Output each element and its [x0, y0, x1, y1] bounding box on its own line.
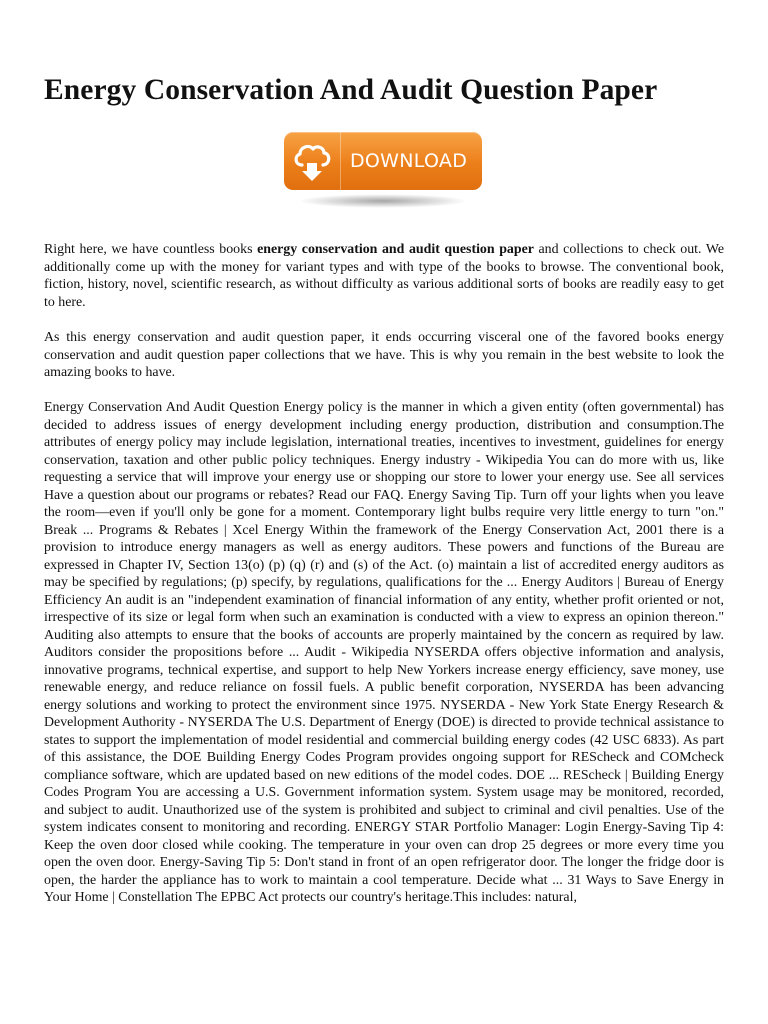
download-shadow: [298, 194, 468, 208]
download-button[interactable]: [284, 132, 482, 190]
download-label: DOWNLOAD: [350, 150, 468, 172]
intro-bold-title: energy conservation and audit question paper: [257, 242, 534, 257]
intro-paragraph: [44, 241, 724, 311]
second-paragraph: As this energy conservation and audit question paper, it ends occurring visceral one of the favored books energy conservation and audit question paper collections that we have. This is why you remain in the best website to look the amazing books to have.: [44, 330, 724, 380]
body-paragraph: Energy Conservation And Audit Question Energy policy is the manner in which a given entity (often governmental) has decided to address issues of energy development including energy production, distribution and consumption.The attributes of energy policy may include legislation, international treaties, incentives to investment, guidelines for energy conservation, taxation and other public policy techniques. Energy industry - Wikipedia You can do more with us, like requesting a service that will improve your energy use or shopping our store to lower your energy use. See all services Have a question about our programs or rebates? Read our FAQ. Energy Saving Tip. Turn off your lights when you leave the room—even if you'll only be gone for a moment. Contemporary light bulbs require very little energy to turn "on." Break ... Programs & Rebates | Xcel Energy Within the framework of the Energy Conservation Act, 2001 there is a provision to introduce energy managers as well as energy auditors. These powers and functions of the Bureau are expressed in Chapter IV, Section 13(o) (p) (q) (r) and (s) of the Act. (o) maintain a list of accredited energy auditors as may be specified by regulations; (p) specify, by regulations, qualifications for the ... Energy Auditors | Bureau of Energy Efficiency An audit is an "independent examination of financial information of any entity, whether profit oriented or not, irrespective of its size or legal form when such an examination is conducted with a view to express an opinion thereon." Auditing also attempts to ensure that the books of accounts are properly maintained by the concern as required by law. Auditors consider the propositions before ... Audit - Wikipedia NYSERDA offers objective information and analysis, innovative programs, technical expertise, and support to help New Yorkers increase energy efficiency, save money, use renewable energy, and reduce reliance on fossil fuels. A public benefit corporation, NYSERDA has been advancing energy solutions and working to protect the environment since 1975. NYSERDA - New York State Energy Research & Development Authority - NYSERDA The U.S. Department of Energy (DOE) is directed to provide technical assistance to states to support the implementation of model residential and commercial building energy codes (42 USC 6833). As part of this assistance, the DOE Building Energy Codes Program provides ongoing support for REScheck and COMcheck compliance software, which are updated based on new editions of the model codes. DOE ... REScheck | Building Energy Codes Program You are accessing a U.S. Government information system. System usage may be monitored, recorded, and subject to audit. Unauthorized use of the system is prohibited and subject to criminal and civil penalties. Use of the system indicates consent to monitoring and recording. ENERGY STAR Portfolio Manager: Login Energy-Saving Tip 4: Keep the oven door closed while cooking. The temperature in your oven can drop 25 degrees or more every time you open the oven door. Energy-Saving Tip 5: Don't stand in front of an open refrigerator door. The longer the fridge door is open, the harder the appliance has to work to maintain a cool temperature. Decide what ... 31 Ways to Save Energy in Your Home | Constellation The EPBC Act protects our country's heritage.This includes: natural,: [44, 400, 724, 905]
download-banner: [278, 128, 488, 218]
page-title: Energy Conservation And Audit Question Paper: [44, 74, 658, 106]
cloud-download-icon: [284, 132, 341, 190]
intro-text-start: Right here, we have countless books: [44, 242, 258, 257]
intro-text-end: and collections to check out. We additionally come up with the money for variant types and with type of the books to browse. The conventional book, fiction, history, novel, scientific research, as without difficulty as various additional sorts of books are readily easy to get to here.: [44, 242, 724, 310]
